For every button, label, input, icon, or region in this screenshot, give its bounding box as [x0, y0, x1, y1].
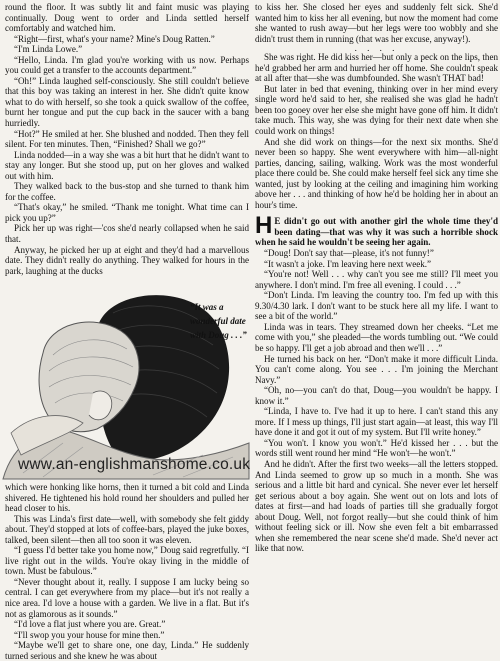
- paragraph: “I'd love a flat just where you are. Great.”: [14, 619, 166, 630]
- section-break-dots: . . . .: [354, 43, 399, 54]
- paragraph: “Right—first, what's your name? Mine's Doug Ratten.”: [14, 33, 215, 44]
- paragraph: They walked back to the bus-stop and she turned to thank him for the coffee.: [5, 181, 249, 202]
- paragraph: This was Linda's first date—well, with somebody she felt giddy about. They'd stopped at lots of coffee-bars, played the juke boxes, talked, been silent—then all too soon it was eleven.: [5, 513, 249, 545]
- paragraph: “That's okay,” he smiled. “Thank me tonight. What time can I pick you up?”: [5, 202, 249, 223]
- paragraph: to kiss her. She closed her eyes and suddenly felt sick. She'd wanted him to kiss her all evening, but now the moment had come she wanted to rush away—but her legs were too wobbly and she didn't trust them in running (that was her excuse, anyway!).: [255, 2, 498, 44]
- paragraph: “You're not! Well . . . why can't you see me still? I'll meet you anywhere. I don't mind. I'm free all evening. I could . . .”: [255, 269, 498, 290]
- illustration-caption: “It was a wonderful date with Doug . . .”: [190, 302, 247, 340]
- paragraph: And he didn't. After the first two weeks—all the letters stopped. And Linda seemed to grow up so much in a month. She was serious and a little bit hard and cynical. She never ever let herself get serious about a boy again. She went out on lots and lots of dates at first—and had loads of parties till she gradually forgot about Doug. Well, not forgot really—but she could think of him without feeling sick or ill. Now she even felt a bit embarrassed when she remembered the near scene she'd made. She'd never act like that now.: [255, 458, 498, 554]
- paragraph: “I'll swop you your house for mine then.”: [14, 629, 165, 640]
- left-column-bottom: [5, 482, 249, 661]
- right-column-part-c: [255, 248, 498, 554]
- lead-paragraph: [255, 212, 498, 248]
- paragraph: “Don't Linda. I'm leaving the country too. I'm fed up with this 9.30/4.30 lark. I don't want to be stuck here all my life. I want to see a bit of the world.”: [255, 290, 498, 322]
- left-column-top: [5, 2, 249, 276]
- paragraph: “Hot?” He smiled at her. She blushed and nodded. Then they fell silent. For ten minutes. Then, “Finished? Shall we go?”: [5, 128, 249, 150]
- paragraph: “Never thought about it, really. I suppose I am lucky being so central. I can get everywhere from my place—but it's not really a nice area. I'd love a house with a garden. We live in a flat. But it's not as glamorous as it sounds.”: [5, 576, 249, 619]
- lead-text: E didn't go out with another girl the whole time they'd been dating—that was why it was such a horrible shock when he said he wouldn't be seeing her again.: [255, 216, 498, 248]
- paragraph: But later in bed that evening, thinking over in her mind every single word he'd said to her, she realised she was glad he hadn't been too gooey over her else she might have gone off him. It didn't take much. This way, she was dying for their next date when she could work on things!: [255, 83, 498, 137]
- paragraph: “You won't. I know you won't.” He'd kissed her . . . but the words still went round her mind “He won't—he won't.”: [255, 437, 498, 459]
- paragraph: which were honking like horns, then it turned a bit cold and Linda shivered. He tightened his hold round her shoulders and pulled her head closer to his.: [5, 482, 249, 514]
- paragraph: “Oh!” Linda laughed self-consciously. She still couldn't believe that this boy was taking an interest in her. She didn't quite know what to do with herself, so she took a quick swallow of the coffee, burnt her tongue and put the cup back in the saucer with a bang hurriedly.: [5, 75, 249, 129]
- paragraph: Pick her up was right—'cos she'd nearly collapsed when he said that.: [5, 223, 249, 245]
- paragraph: “Oh, no—you can't do that, Doug—you wouldn't be happy. I know it.”: [255, 385, 498, 406]
- paragraph: Anyway, he picked her up at eight and they'd had a marvellous date. They didn't really do anything. They walked for hours in the park, laughing at the ducks: [5, 244, 249, 276]
- paragraph: “Maybe we'll get to share one, one day, Linda.” He suddenly turned serious and she knew he was about: [5, 640, 249, 661]
- watermark-url: www.an-englishmanshome.co.uk: [18, 456, 251, 473]
- paragraph: Linda nodded—in a way she was a bit hurt that he didn't want to stay any longer. But she stood up, put on her gloves and walked out with him.: [5, 149, 249, 181]
- paragraph: And she did work on things—for the next six months. She'd never been so happy. She went everywhere with him—all-night parties, dancing, sailing, walking. Work was the most wonderful place there could be. She could make herself feel sick any time she wanted, just by looking at the ceiling and imagining him working above her . . . and thinking of how he'd be holding her in about an hour's time.: [255, 136, 498, 210]
- right-column-part-b: [255, 52, 498, 210]
- paragraph: “It wasn't a joke. I'm leaving here next week.”: [264, 258, 432, 269]
- paragraph: “I guess I'd better take you home now,” Doug said regretfully. “I live right out in the wilds. You're okay living in the middle of town. Must be fabulous.”: [5, 545, 249, 577]
- paragraph: “I'm Linda Lowe.”: [14, 44, 83, 55]
- right-column: [255, 2, 498, 554]
- paragraph: “Hello, Linda. I'm glad you're working with us now. Perhaps you could get a transfer to the accounts department.”: [5, 54, 249, 76]
- paragraph: Linda was in tears. They streamed down her cheeks. “Let me come with you,” she pleaded—the words tumbling out. “We could be so happy. I'll get a job abroad and then we'll . . .”: [255, 321, 498, 353]
- paragraph: “Linda, I have to. I've had it up to here. I can't stand this any more. If I mess up things, I'll just start again—at least, this way I'll have done it and got it out of my system. But I'll write honey.”: [255, 406, 498, 438]
- paragraph: round the floor. It was subtly lit and faint music was playing continually. Doug went to order and Linda settled herself comfortably and watched him.: [5, 2, 249, 34]
- paragraph: “Doug! Don't say that—please, it's not funny!”: [264, 248, 434, 259]
- paragraph: She was right. He did kiss her—but only a peck on the lips, then he'd grabbed her arm and hurried her off home. She couldn't speak at all after that—she was dumbfounded. She wasn't THAT bad!: [255, 52, 498, 84]
- paragraph: He turned his back on her. “Don't make it more difficult Linda. You can't come along. You see . . . I'm joining the Merchant Navy.”: [255, 353, 498, 385]
- right-column-part-a: [255, 2, 498, 44]
- drop-cap: H: [255, 212, 273, 240]
